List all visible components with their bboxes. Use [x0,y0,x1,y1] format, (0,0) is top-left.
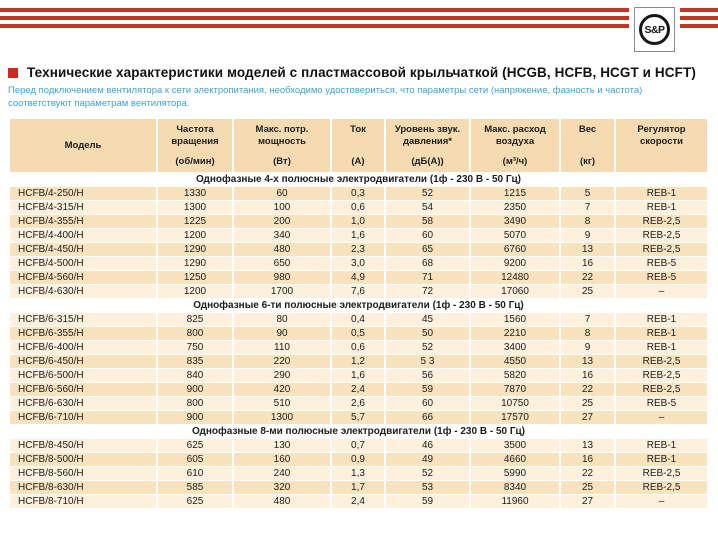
col-header-label: Макс. расход воздуха [484,124,546,147]
value-cell: REB-2,5 [615,481,708,495]
value-cell: 0,5 [331,327,385,341]
value-cell: 1,2 [331,355,385,369]
table-section-header-row [10,173,708,187]
col-header-unit: (Вт) [273,156,291,168]
value-cell: 0,3 [331,187,385,201]
col-header-label: Уровень звук. давления* [394,124,461,147]
value-cell: 59 [385,383,470,397]
value-cell: REB-2,5 [615,355,708,369]
col-header-airflow [470,119,560,173]
model-cell: HCFB/6-400/H [10,341,157,355]
value-cell: 52 [385,467,470,481]
value-cell: 13 [560,243,615,257]
value-cell: 160 [233,453,331,467]
table-row [10,341,708,355]
value-cell: 1,6 [331,229,385,243]
table-row [10,215,708,229]
value-cell: 56 [385,369,470,383]
value-cell: 900 [157,383,233,397]
col-header-speed [157,119,233,173]
value-cell: 8 [560,215,615,229]
model-cell: HCFB/4-355/H [10,215,157,229]
value-cell: 4550 [470,355,560,369]
table-row [10,495,708,509]
value-cell: 7 [560,313,615,327]
table-row [10,187,708,201]
value-cell: 5 3 [385,355,470,369]
col-header-label: Макс. потр. мощность [255,124,309,147]
value-cell: 750 [157,341,233,355]
table-section-header-row [10,425,708,439]
value-cell: 625 [157,439,233,453]
value-cell: 585 [157,481,233,495]
table-row [10,243,708,257]
value-cell: 68 [385,257,470,271]
value-cell: 320 [233,481,331,495]
value-cell: 3490 [470,215,560,229]
col-header-sound-level [385,119,470,173]
value-cell: 6760 [470,243,560,257]
table-section-header-row [10,299,708,313]
value-cell: 11960 [470,495,560,509]
value-cell: 13 [560,355,615,369]
table-row [10,439,708,453]
value-cell: 1250 [157,271,233,285]
table-section-title: Однофазные 8-ми полюсные электродвигатели (1ф - 230 В - 50 Гц) [10,425,708,439]
value-cell: 3,0 [331,257,385,271]
model-cell: HCFB/8-450/H [10,439,157,453]
value-cell: 220 [233,355,331,369]
model-cell: HCFB/8-560/H [10,467,157,481]
model-cell: HCFB/6-355/H [10,327,157,341]
value-cell: 2,6 [331,397,385,411]
value-cell: 46 [385,439,470,453]
table-row [10,397,708,411]
value-cell: 52 [385,187,470,201]
value-cell: REB-2,5 [615,215,708,229]
value-cell: 650 [233,257,331,271]
col-header-weight [560,119,615,173]
value-cell: 8340 [470,481,560,495]
value-cell: 9200 [470,257,560,271]
value-cell: 9 [560,229,615,243]
value-cell: 1,6 [331,369,385,383]
value-cell: 980 [233,271,331,285]
value-cell: 5 [560,187,615,201]
value-cell: 25 [560,397,615,411]
model-cell: HCFB/4-630/H [10,285,157,299]
value-cell: 7,6 [331,285,385,299]
model-cell: HCFB/4-315/H [10,201,157,215]
intro-note: Перед подключением вентилятора к сети электропитания, необходимо удостовериться, что параметры сети (напряжение, фазность и частота) соответствуют параметрам вентилятора. [8,85,643,109]
col-header-speed-controller [615,119,708,173]
value-cell: 0,6 [331,201,385,215]
value-cell: 22 [560,467,615,481]
value-cell: REB-1 [615,341,708,355]
value-cell: REB-2,5 [615,467,708,481]
sp-logo [634,7,675,52]
col-header-label: Вес [578,124,597,136]
value-cell: 1200 [157,285,233,299]
value-cell: 0,7 [331,439,385,453]
value-cell: 340 [233,229,331,243]
model-cell: HCFB/6-450/H [10,355,157,369]
value-cell: 5990 [470,467,560,481]
value-cell: 900 [157,411,233,425]
value-cell: 1560 [470,313,560,327]
col-header-unit: (А) [351,156,365,168]
table-row [10,285,708,299]
value-cell: 605 [157,453,233,467]
value-cell: 840 [157,369,233,383]
model-cell: HCFB/6-500/H [10,369,157,383]
value-cell: 52 [385,341,470,355]
red-square-bullet [8,68,18,78]
value-cell: 3500 [470,439,560,453]
value-cell: 100 [233,201,331,215]
table-row [10,369,708,383]
model-cell: HCFB/4-560/H [10,271,157,285]
value-cell: 420 [233,383,331,397]
value-cell: 59 [385,495,470,509]
value-cell: 17060 [470,285,560,299]
value-cell: 0,9 [331,453,385,467]
value-cell: REB-2,5 [615,229,708,243]
model-cell: HCFB/4-250/H [10,187,157,201]
value-cell: REB-5 [615,397,708,411]
table-section-title: Однофазные 4-х полюсные электродвигатели (1ф - 230 В - 50 Гц) [10,173,708,187]
col-header-label: Частота вращения [171,124,219,147]
col-header-unit: (дБ(А)) [411,156,444,168]
value-cell: 22 [560,271,615,285]
value-cell: 290 [233,369,331,383]
value-cell: 60 [385,229,470,243]
value-cell: 17570 [470,411,560,425]
value-cell: 71 [385,271,470,285]
value-cell: 1290 [157,257,233,271]
sp-logo-text: S&P [644,23,665,36]
value-cell: 53 [385,481,470,495]
table-row [10,383,708,397]
value-cell: 610 [157,467,233,481]
value-cell: 110 [233,341,331,355]
value-cell: 1300 [157,201,233,215]
model-cell: HCFB/4-500/H [10,257,157,271]
value-cell: 16 [560,369,615,383]
value-cell: 80 [233,313,331,327]
value-cell: REB-2,5 [615,383,708,397]
value-cell: 50 [385,327,470,341]
value-cell: REB-1 [615,327,708,341]
value-cell: REB-2,5 [615,243,708,257]
table-row [10,411,708,425]
value-cell: 825 [157,313,233,327]
value-cell: 22 [560,383,615,397]
value-cell: 5,7 [331,411,385,425]
model-cell: HCFB/6-710/H [10,411,157,425]
value-cell: 1,3 [331,467,385,481]
value-cell: 1,0 [331,215,385,229]
value-cell: 9 [560,341,615,355]
value-cell: 510 [233,397,331,411]
value-cell: 66 [385,411,470,425]
value-cell: 130 [233,439,331,453]
value-cell: 4,9 [331,271,385,285]
section-title-row [8,65,710,80]
value-cell: 45 [385,313,470,327]
value-cell: 0,4 [331,313,385,327]
value-cell: 16 [560,453,615,467]
value-cell: 480 [233,495,331,509]
value-cell: 60 [385,397,470,411]
value-cell: 90 [233,327,331,341]
col-header-label: Ток [350,124,366,136]
model-cell: HCFB/6-315/H [10,313,157,327]
table-row [10,453,708,467]
value-cell: 5070 [470,229,560,243]
value-cell: 1200 [157,229,233,243]
value-cell: 835 [157,355,233,369]
value-cell: REB-2,5 [615,369,708,383]
table-row [10,467,708,481]
value-cell: 1,7 [331,481,385,495]
value-cell: 27 [560,411,615,425]
model-cell: HCFB/4-400/H [10,229,157,243]
value-cell: 2,3 [331,243,385,257]
value-cell: 60 [233,187,331,201]
col-header-power [233,119,331,173]
table-row [10,327,708,341]
red-stripes-left [0,7,629,32]
value-cell: 16 [560,257,615,271]
value-cell: REB-1 [615,313,708,327]
col-header-label: Модель [64,140,102,152]
col-header-unit: (кг) [579,156,596,168]
table-header-row [10,119,708,173]
value-cell: 1215 [470,187,560,201]
model-cell: HCFB/8-630/H [10,481,157,495]
value-cell: 13 [560,439,615,453]
value-cell: 240 [233,467,331,481]
value-cell: 25 [560,481,615,495]
value-cell: 0,6 [331,341,385,355]
value-cell: 7870 [470,383,560,397]
value-cell: 54 [385,201,470,215]
value-cell: 27 [560,495,615,509]
red-stripes-right [680,7,718,32]
value-cell: 4660 [470,453,560,467]
value-cell: 1225 [157,215,233,229]
value-cell: 800 [157,397,233,411]
model-cell: HCFB/6-630/H [10,397,157,411]
col-header-current [331,119,385,173]
table-row [10,481,708,495]
value-cell: – [615,285,708,299]
value-cell: REB-1 [615,453,708,467]
value-cell: 2,4 [331,383,385,397]
table-section-title: Однофазные 6-ти полюсные электродвигатели (1ф - 230 В - 50 Гц) [10,299,708,313]
col-header-unit: (об/мин) [175,156,215,168]
value-cell: 1290 [157,243,233,257]
value-cell: REB-5 [615,257,708,271]
table-row [10,229,708,243]
sp-logo-circle [639,14,670,45]
value-cell: 5820 [470,369,560,383]
col-header-unit: (м³/ч) [502,156,528,168]
model-cell: HCFB/8-500/H [10,453,157,467]
value-cell: 65 [385,243,470,257]
table-row [10,257,708,271]
value-cell: 25 [560,285,615,299]
value-cell: 8 [560,327,615,341]
value-cell: 1300 [233,411,331,425]
col-header-label: Регулятор скорости [637,124,686,147]
value-cell: 3400 [470,341,560,355]
value-cell: REB-1 [615,439,708,453]
model-cell: HCFB/4-450/H [10,243,157,257]
value-cell: 2,4 [331,495,385,509]
value-cell: 58 [385,215,470,229]
table-row [10,355,708,369]
table-row [10,201,708,215]
value-cell: – [615,411,708,425]
value-cell: 12480 [470,271,560,285]
top-banner [0,0,718,54]
value-cell: 1330 [157,187,233,201]
value-cell: REB-1 [615,187,708,201]
value-cell: 10750 [470,397,560,411]
value-cell: 7 [560,201,615,215]
spec-table [10,119,709,509]
page-title: Технические характеристики моделей с пластмассовой крыльчаткой (HCGB, HCFB, HCGT и HCFT) [27,65,696,80]
value-cell: 72 [385,285,470,299]
value-cell: 480 [233,243,331,257]
value-cell: – [615,495,708,509]
value-cell: 2350 [470,201,560,215]
value-cell: 200 [233,215,331,229]
value-cell: 49 [385,453,470,467]
value-cell: REB-5 [615,271,708,285]
value-cell: REB-1 [615,201,708,215]
value-cell: 800 [157,327,233,341]
value-cell: 625 [157,495,233,509]
table-row [10,271,708,285]
value-cell: 2210 [470,327,560,341]
table-row [10,313,708,327]
col-header-model [10,119,157,173]
model-cell: HCFB/8-710/H [10,495,157,509]
value-cell: 1700 [233,285,331,299]
model-cell: HCFB/6-560/H [10,383,157,397]
